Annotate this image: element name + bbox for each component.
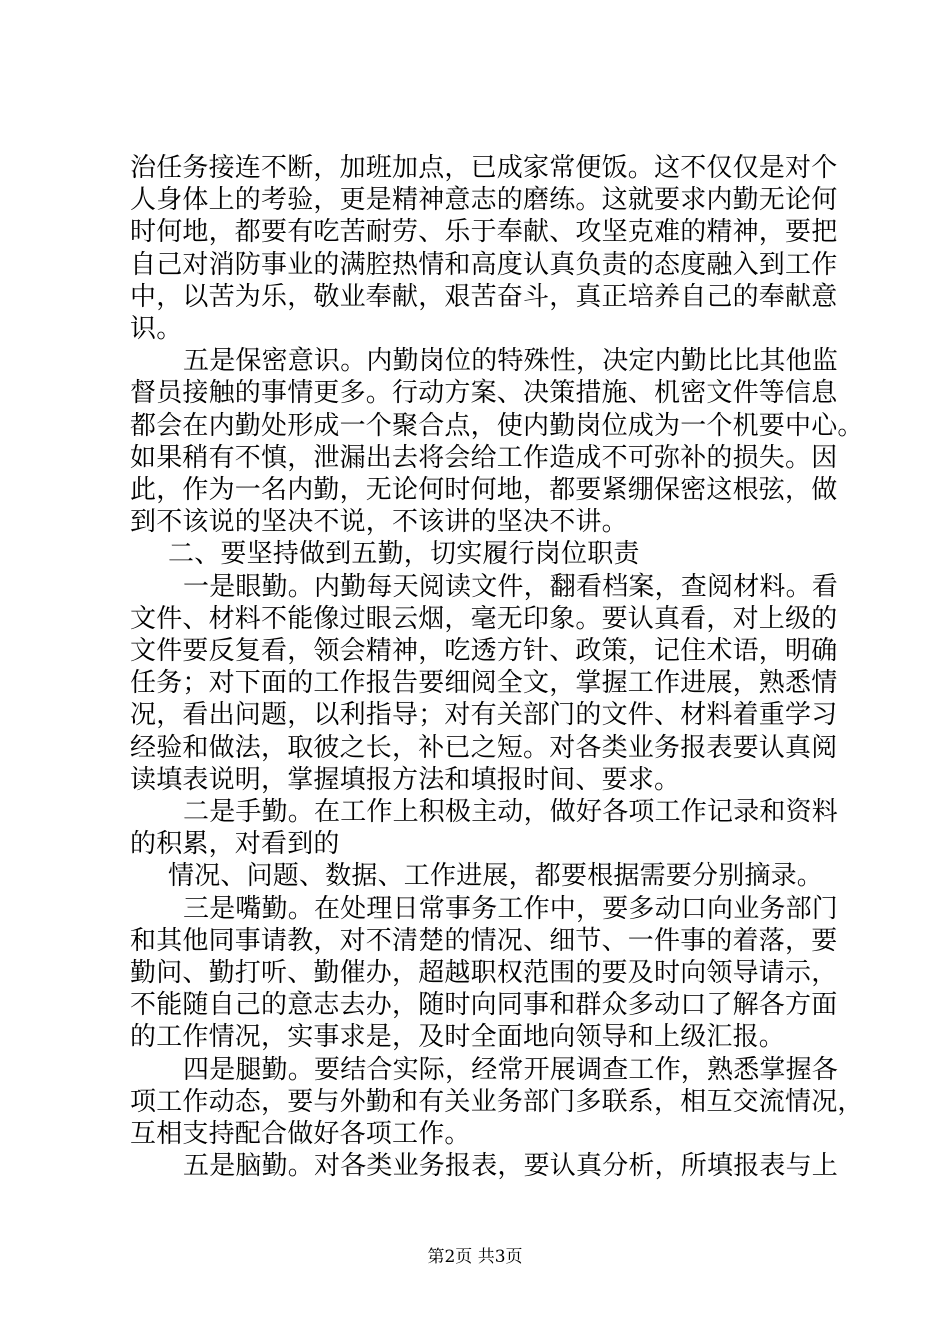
page-number-footer: 第2页 共3页 bbox=[427, 1247, 523, 1267]
text-line: 勤问、勤打听、勤催办，超越职权范围的要及时向领导请示， bbox=[130, 958, 838, 988]
text-line: 互相支持配合做好各项工作。 bbox=[130, 1119, 471, 1149]
text-line: 任务；对下面的工作报告要细阅全文，掌握工作进展，熟悉情 bbox=[130, 668, 838, 698]
text-line: 督员接触的事情更多。行动方案、决策措施、机密文件等信息 bbox=[130, 378, 838, 408]
paragraph-first-line: 一是眼勤。内勤每天阅读文件，翻看档案，查阅材料。看 bbox=[183, 572, 839, 602]
text-line: 经验和做法，取彼之长，补已之短。对各类业务报表要认真阅 bbox=[130, 733, 838, 763]
paragraph-first-line: 二是手勤。在工作上积极主动，做好各项工作记录和资料 bbox=[183, 797, 839, 827]
text-line: 到不该说的坚决不说，不该讲的坚决不讲。 bbox=[130, 507, 628, 537]
text-line: 治任务接连不断，加班加点，已成家常便饭。这不仅仅是对个 bbox=[130, 153, 838, 183]
paragraph-first-line: 五是保密意识。内勤岗位的特殊性，决定内勤比比其他监 bbox=[183, 346, 839, 376]
section-heading: 二、要坚持做到五勤，切实履行岗位职责 bbox=[168, 539, 640, 569]
text-line: 读填表说明，掌握填报方法和填报时间、要求。 bbox=[130, 765, 681, 795]
paragraph-first-line: 四是腿勤。要结合实际，经常开展调查工作，熟悉掌握各 bbox=[183, 1055, 839, 1085]
paragraph-first-line: 三是嘴勤。在处理日常事务工作中，要多动口向业务部门 bbox=[183, 894, 839, 924]
text-line: 时何地，都要有吃苦耐劳、乐于奉献、攻坚克难的精神，要把 bbox=[130, 217, 838, 247]
paragraph-first-line: 五是脑勤。对各类业务报表，要认真分析，所填报表与上 bbox=[183, 1151, 839, 1181]
text-line: 人身体上的考验，更是精神意志的磨练。这就要求内勤无论何 bbox=[130, 185, 838, 215]
text-line: 文件、材料不能像过眼云烟，毫无印象。要认真看，对上级的 bbox=[130, 604, 838, 634]
text-line: 不能随自己的意志去办，随时向同事和群众多动口了解各方面 bbox=[130, 990, 838, 1020]
text-line: 况，看出问题，以利指导；对有关部门的文件、材料着重学习 bbox=[130, 700, 838, 730]
text-line: 识。 bbox=[130, 314, 183, 344]
text-line: 的工作情况，实事求是，及时全面地向领导和上级汇报。 bbox=[130, 1022, 786, 1052]
text-line: 都会在内勤处形成一个聚合点，使内勤岗位成为一个机要中心。 bbox=[130, 411, 864, 441]
text-line: 自己对消防事业的满腔热情和高度认真负责的态度融入到工作 bbox=[130, 250, 838, 280]
text-line: 项工作动态，要与外勤和有关业务部门多联系，相互交流情况， bbox=[130, 1087, 864, 1117]
text-line: 和其他同事请教，对不清楚的情况、细节、一件事的着落，要 bbox=[130, 926, 838, 956]
text-line: 的积累，对看到的 bbox=[130, 829, 340, 859]
text-line: 如果稍有不慎，泄漏出去将会给工作造成不可弥补的损失。因 bbox=[130, 443, 838, 473]
text-line: 中，以苦为乐，敬业奉献，艰苦奋斗，真正培养自己的奉献意 bbox=[130, 282, 838, 312]
text-line: 情况、问题、数据、工作进展，都要根据需要分别摘录。 bbox=[168, 861, 824, 891]
text-line: 此，作为一名内勤，无论何时何地，都要紧绷保密这根弦，做 bbox=[130, 475, 838, 505]
text-line: 文件要反复看，领会精神，吃透方针、政策，记住术语，明确 bbox=[130, 636, 838, 666]
